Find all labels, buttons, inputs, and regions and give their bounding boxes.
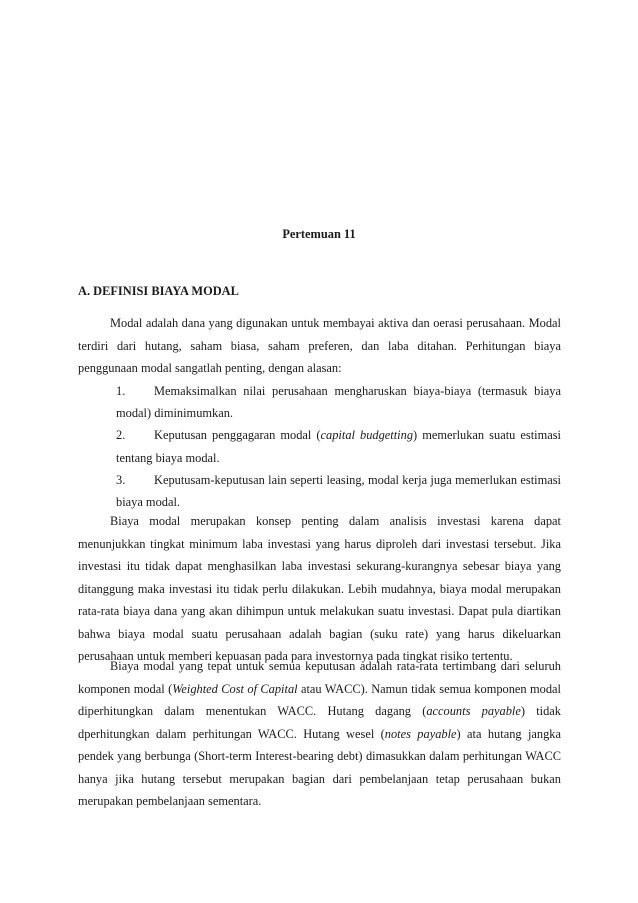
paragraph-3-part2: atau WACC). Namun tidak semua komponen modal diperhitungkan dalam menentukan WACC. Hutang dagang ( [78,681,561,718]
paragraph-3-part1: Biaya modal yang tepat untuk semua keputusan adalah rata-rata tertimbang dari seluruh komponen modal ( [78,659,561,696]
list-item-text-after: ) memerlukan suatu estimasi tentang biaya modal. [116,428,561,465]
paragraph-3-italic2: accounts payable [426,704,521,718]
page-title: Pertemuan 11 [282,227,356,241]
list-item-number: 1. [116,384,126,398]
list-item [116,424,561,468]
paragraph-3-italic3: notes payable [384,726,457,741]
list-item-text: Memaksimalkan nilai perusahaan mengharuskan biaya-biaya (termasuk biaya modal) diminimumkan. [116,384,561,421]
list-item-text: Keputusan penggagaran modal ( [154,428,321,443]
list-item-text: Keputusam-keputusan lain seperti leasing, modal kerja juga memerlukan estimasi biaya modal. [116,472,561,510]
list-item [116,380,561,424]
paragraph-1 [78,312,561,380]
list-item-italic: capital budgetting [320,428,414,443]
paragraph-3-part3: ) tidak dperhitungkan dalam perhitungan WACC. Hutang wesel ( [78,704,561,741]
list-item-number: 3. [116,472,126,487]
section-heading: A. DEFINISI BIAYA MODAL [78,284,239,298]
list-item [116,469,561,513]
paragraph-2 [78,510,561,668]
paragraph-3-italic1: Weighted Cost of Capital [172,681,298,696]
paragraph-1-text: Modal adalah dana yang digunakan untuk membayai aktiva dan oerasi perusahaan. Modal terdiri dari hutang, saham biasa, saham preferen, dan laba ditahan. Perhitungan biaya penggunaan modal sangatlah penting, dengan alasan: [78,316,561,375]
reasons-list [116,380,561,513]
paragraph-3-part4: ) ata hutang jangka pendek yang berbunga (Short-term Interest-bearing debt) dimasukkan dalam perhitungan WACC hanya jika hutang tersebut merupakan bagian dari pembelanjaan tetap perusahaan bukan merupakan pembelanjaan sementara. [78,726,561,808]
paragraph-3 [78,655,561,813]
list-item-number: 2. [116,428,126,443]
paragraph-2-text: Biaya modal merupakan konsep penting dalam analisis investasi karena dapat menunjukkan tingkat minimum laba investasi yang harus diproleh dari investasi tersebut. Jika investasi itu tidak dapat menghasilkan laba investasi sekurang-kurangnya sebesar biaya yang ditanggung maka investasi itu tidak perlu dilakukan. Lebih mudahnya, biaya modal merupakan rata-rata biaya dana yang akan dihimpun untuk melakukan suatu investasi. Dapat pula diartikan bahwa biaya modal suatu perusahaan adalah bagian (suku rate) yang harus dikeluarkan perusahaan untuk memberi kepuasan pada para investornya pada tingkat risiko tertentu. [78,514,561,663]
